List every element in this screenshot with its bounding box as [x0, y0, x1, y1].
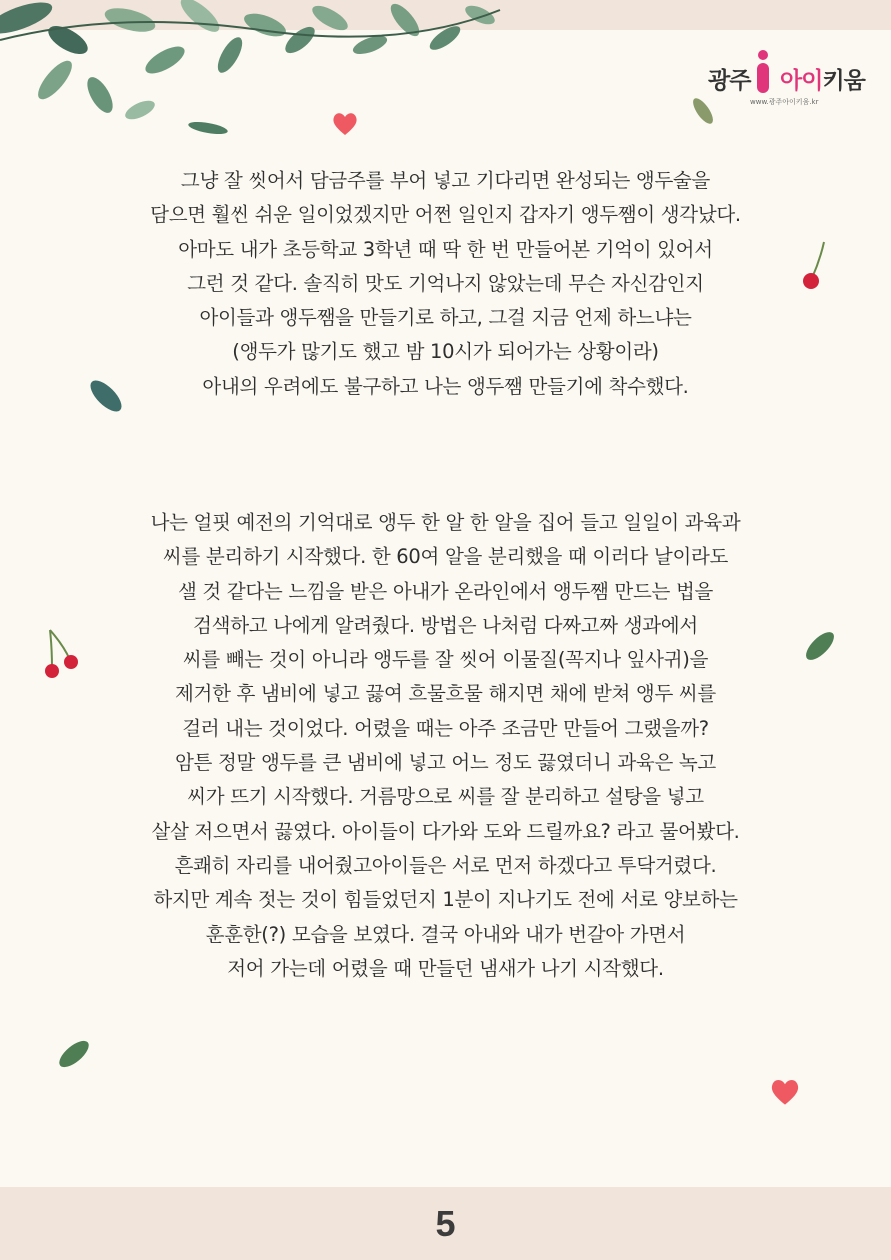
- heart-icon: [768, 1074, 802, 1108]
- text-line: 하지만 계속 젓는 것이 힘들었던지 1분이 지나기도 전에 서로 양보하는: [153, 888, 738, 912]
- leaf-icon: [688, 94, 718, 128]
- logo-i-icon: [754, 48, 776, 94]
- text-line: 담으면 훨씬 쉬운 일이었겠지만 어쩐 일인지 갑자기 앵두쨈이 생각났다.: [150, 203, 741, 227]
- text-line: 샐 것 같다는 느낌을 받은 아내가 온라인에서 앵두쨈 만드는 법을: [177, 579, 714, 603]
- text-line: 걸러 내는 것이었다. 어렸을 때는 아주 조금만 만들어 그랬을까?: [182, 716, 709, 740]
- text-line: 씨를 분리하기 시작했다. 한 60여 알을 분리했을 때 이러다 날이라도: [162, 545, 729, 569]
- page-number: 5: [435, 1203, 456, 1244]
- logo-text-left: 광주: [708, 68, 751, 94]
- logo-text-accent: 아이: [780, 68, 823, 94]
- text-line: 그냥 잘 씻어서 담금주를 부어 넣고 기다리면 완성되는 앵두술을: [180, 169, 711, 192]
- logo: [700, 48, 870, 110]
- text-line: 흔쾌히 자리를 내어줬고아이들은 서로 먼저 하겠다고 투닥거렸다.: [174, 853, 717, 877]
- leaf-branch-decoration: [0, 0, 520, 140]
- text-line: 씨가 뜨기 시작했다. 거름망으로 씨를 잘 분리하고 설탕을 넣고: [187, 785, 704, 809]
- logo-url: www.광주아이키움.kr: [750, 98, 819, 106]
- paragraph-2: [60, 506, 831, 986]
- text-line: 훈훈한(?) 모습을 보였다. 결국 아내와 내가 번갈아 가면서: [205, 922, 686, 946]
- text-line: 나는 얼핏 예전의 기억대로 앵두 한 알 한 알을 집어 들고 일일이 과육과: [150, 511, 741, 534]
- text-line: 살살 저으면서 끓였다. 아이들이 다가와 도와 드릴까요? 라고 물어봤다.: [151, 819, 740, 843]
- text-line: 검색하고 나에게 알려줬다. 방법은 나처럼 다짜고짜 생과에서: [193, 613, 698, 637]
- text-line: 아이들과 앵두쨈을 만들기로 하고, 그걸 지금 언제 하느냐는: [199, 306, 692, 330]
- text-line: 씨를 빼는 것이 아니라 앵두를 잘 씻어 이물질(꼭지나 잎사귀)을: [182, 648, 709, 672]
- logo-text-end: 키움: [822, 68, 865, 94]
- leaf-icon: [54, 1034, 94, 1074]
- text-line: 제거한 후 냄비에 넣고 끓여 흐물흐물 해지면 채에 받쳐 앵두 씨를: [175, 682, 716, 706]
- text-line: 그런 것 같다. 솔직히 맛도 기억나지 않았는데 무슨 자신감인지: [187, 271, 704, 295]
- text-line: (앵두가 많기도 했고 밤 10시가 되어가는 상황이라): [232, 340, 659, 364]
- text-line: 저어 가는데 어렸을 때 만들던 냄새가 나기 시작했다.: [227, 956, 664, 980]
- logo-text-right: [780, 62, 865, 95]
- text-line: 아내의 우려에도 불구하고 나는 앵두쨈 만들기에 착수했다.: [202, 374, 689, 398]
- text-line: 아마도 내가 초등학교 3학년 때 딱 한 번 만들어본 기억이 있어서: [178, 237, 713, 261]
- text-line: 암튼 정말 앵두를 큰 냄비에 넣고 어느 정도 끓였더니 과육은 녹고: [175, 751, 716, 775]
- heart-icon: [330, 108, 360, 138]
- paragraph-1: [60, 164, 831, 404]
